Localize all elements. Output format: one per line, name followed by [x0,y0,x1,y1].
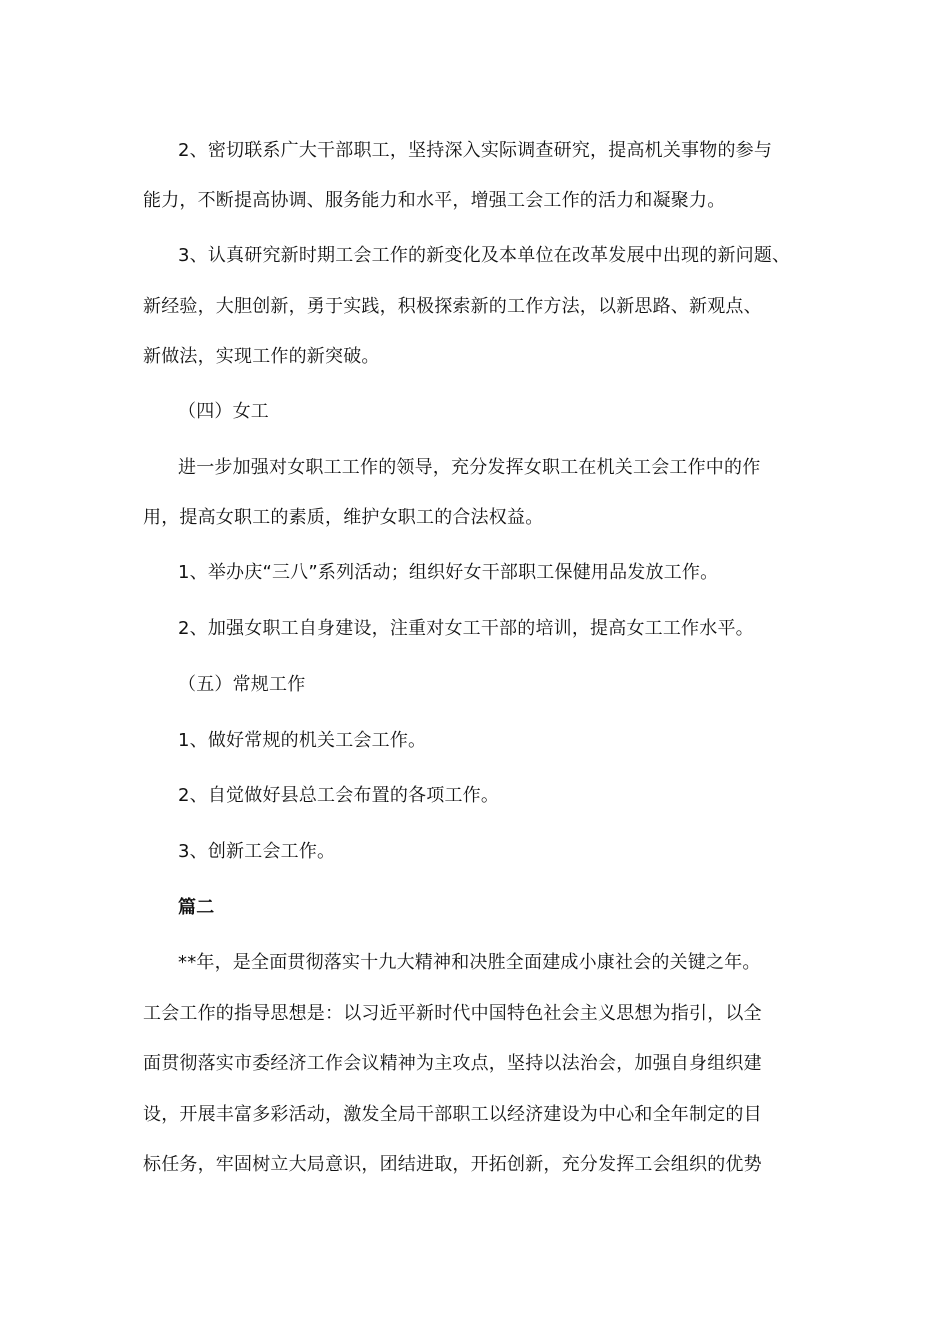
paragraph-line: **年，是全面贯彻落实十九大精神和决胜全面建成小康社会的关键之年。 [178,952,761,973]
section-heading: （五）常规工作 [178,674,306,695]
list-item-line: 2、加强女职工自身建设，注重对女工干部的培训，提高女工工作水平。 [178,618,754,639]
paragraph-line: 用，提高女职工的素质，维护女职工的合法权益。 [143,507,544,528]
paragraph-line: 工会工作的指导思想是：以习近平新时代中国特色社会主义思想为指引，以全 [143,1003,762,1024]
paragraph-line: 面贯彻落实市委经济工作会议精神为主攻点，坚持以法治会，加强自身组织建 [143,1053,762,1074]
paragraph-line: 新经验，大胆创新，勇于实践，积极探索新的工作方法，以新思路、新观点、 [143,296,762,317]
paragraph-line: 设，开展丰富多彩活动，激发全局干部职工以经济建设为中心和全年制定的目 [143,1104,762,1125]
paragraph-line: 能力，不断提高协调、服务能力和水平，增强工会工作的活力和凝聚力。 [143,190,726,211]
paragraph-line: 2、密切联系广大干部职工，坚持深入实际调查研究，提高机关事物的参与 [178,140,773,161]
paragraph-line: 新做法，实现工作的新突破。 [143,346,380,367]
list-item-line: 2、自觉做好县总工会布置的各项工作。 [178,785,500,806]
paragraph-line: 标任务，牢固树立大局意识，团结进取，开拓创新，充分发挥工会组织的优势 [143,1154,762,1175]
list-item-line: 1、举办庆“三八”系列活动；组织好女干部职工保健用品发放工作。 [178,562,719,583]
paragraph-line: 进一步加强对女职工工作的领导，充分发挥女职工在机关工会工作中的作 [178,457,761,478]
chapter-heading: 篇二 [178,897,215,918]
list-item-line: 1、做好常规的机关工会工作。 [178,730,427,751]
section-heading: （四）女工 [178,401,269,422]
paragraph-line: 3、认真研究新时期工会工作的新变化及本单位在改革发展中出现的新问题、 [178,245,791,266]
list-item-line: 3、创新工会工作。 [178,841,336,862]
